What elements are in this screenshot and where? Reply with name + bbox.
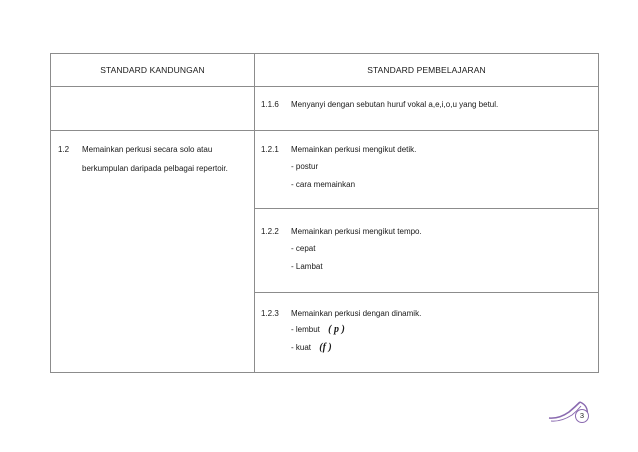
learning-standard-cell (255, 293, 599, 373)
standard-text: Memainkan perkusi dengan dinamik. (291, 309, 422, 318)
standard-text: Menyanyi dengan sebutan huruf vokal a,e,i,o,u yang betul. (291, 100, 499, 109)
header-standard-pembelajaran: STANDARD PEMBELAJARAN (255, 54, 599, 87)
list-item: - postur (291, 162, 319, 171)
learning-standard-cell (255, 87, 599, 131)
learning-standard-cell (255, 131, 599, 209)
standard-text: Memainkan perkusi mengikut detik. (291, 145, 417, 154)
list-item: - Lambat (291, 262, 323, 271)
standard-code: 1.2.3 (261, 309, 279, 318)
dynamic-mark: ( p ) (328, 324, 345, 335)
standards-table (50, 53, 599, 373)
list-item: - lembut ( p ) (291, 324, 345, 335)
standard-code: 1.2.1 (261, 145, 279, 154)
standard-code: 1.2 (58, 145, 70, 154)
list-item: - cara memainkan (291, 180, 356, 189)
table-row (51, 87, 599, 131)
standard-code: 1.2.2 (261, 227, 279, 236)
list-item: - kuat (f ) (291, 342, 332, 353)
page-number: 3 (575, 409, 589, 423)
dynamic-mark: (f ) (319, 342, 332, 353)
standard-code: 1.1.6 (261, 100, 279, 109)
content-standard-cell (51, 131, 255, 373)
standard-text: Memainkan perkusi mengikut tempo. (291, 227, 422, 236)
header-row (51, 54, 599, 87)
header-standard-kandungan: STANDARD KANDUNGAN (51, 54, 255, 87)
table-row (51, 131, 599, 209)
standard-text: Memainkan perkusi secara solo atau (82, 145, 213, 154)
empty-cell (51, 87, 255, 131)
list-item: - cepat (291, 244, 316, 253)
learning-standard-cell (255, 209, 599, 293)
standard-text: berkumpulan daripada pelbagai repertoir. (82, 164, 228, 173)
